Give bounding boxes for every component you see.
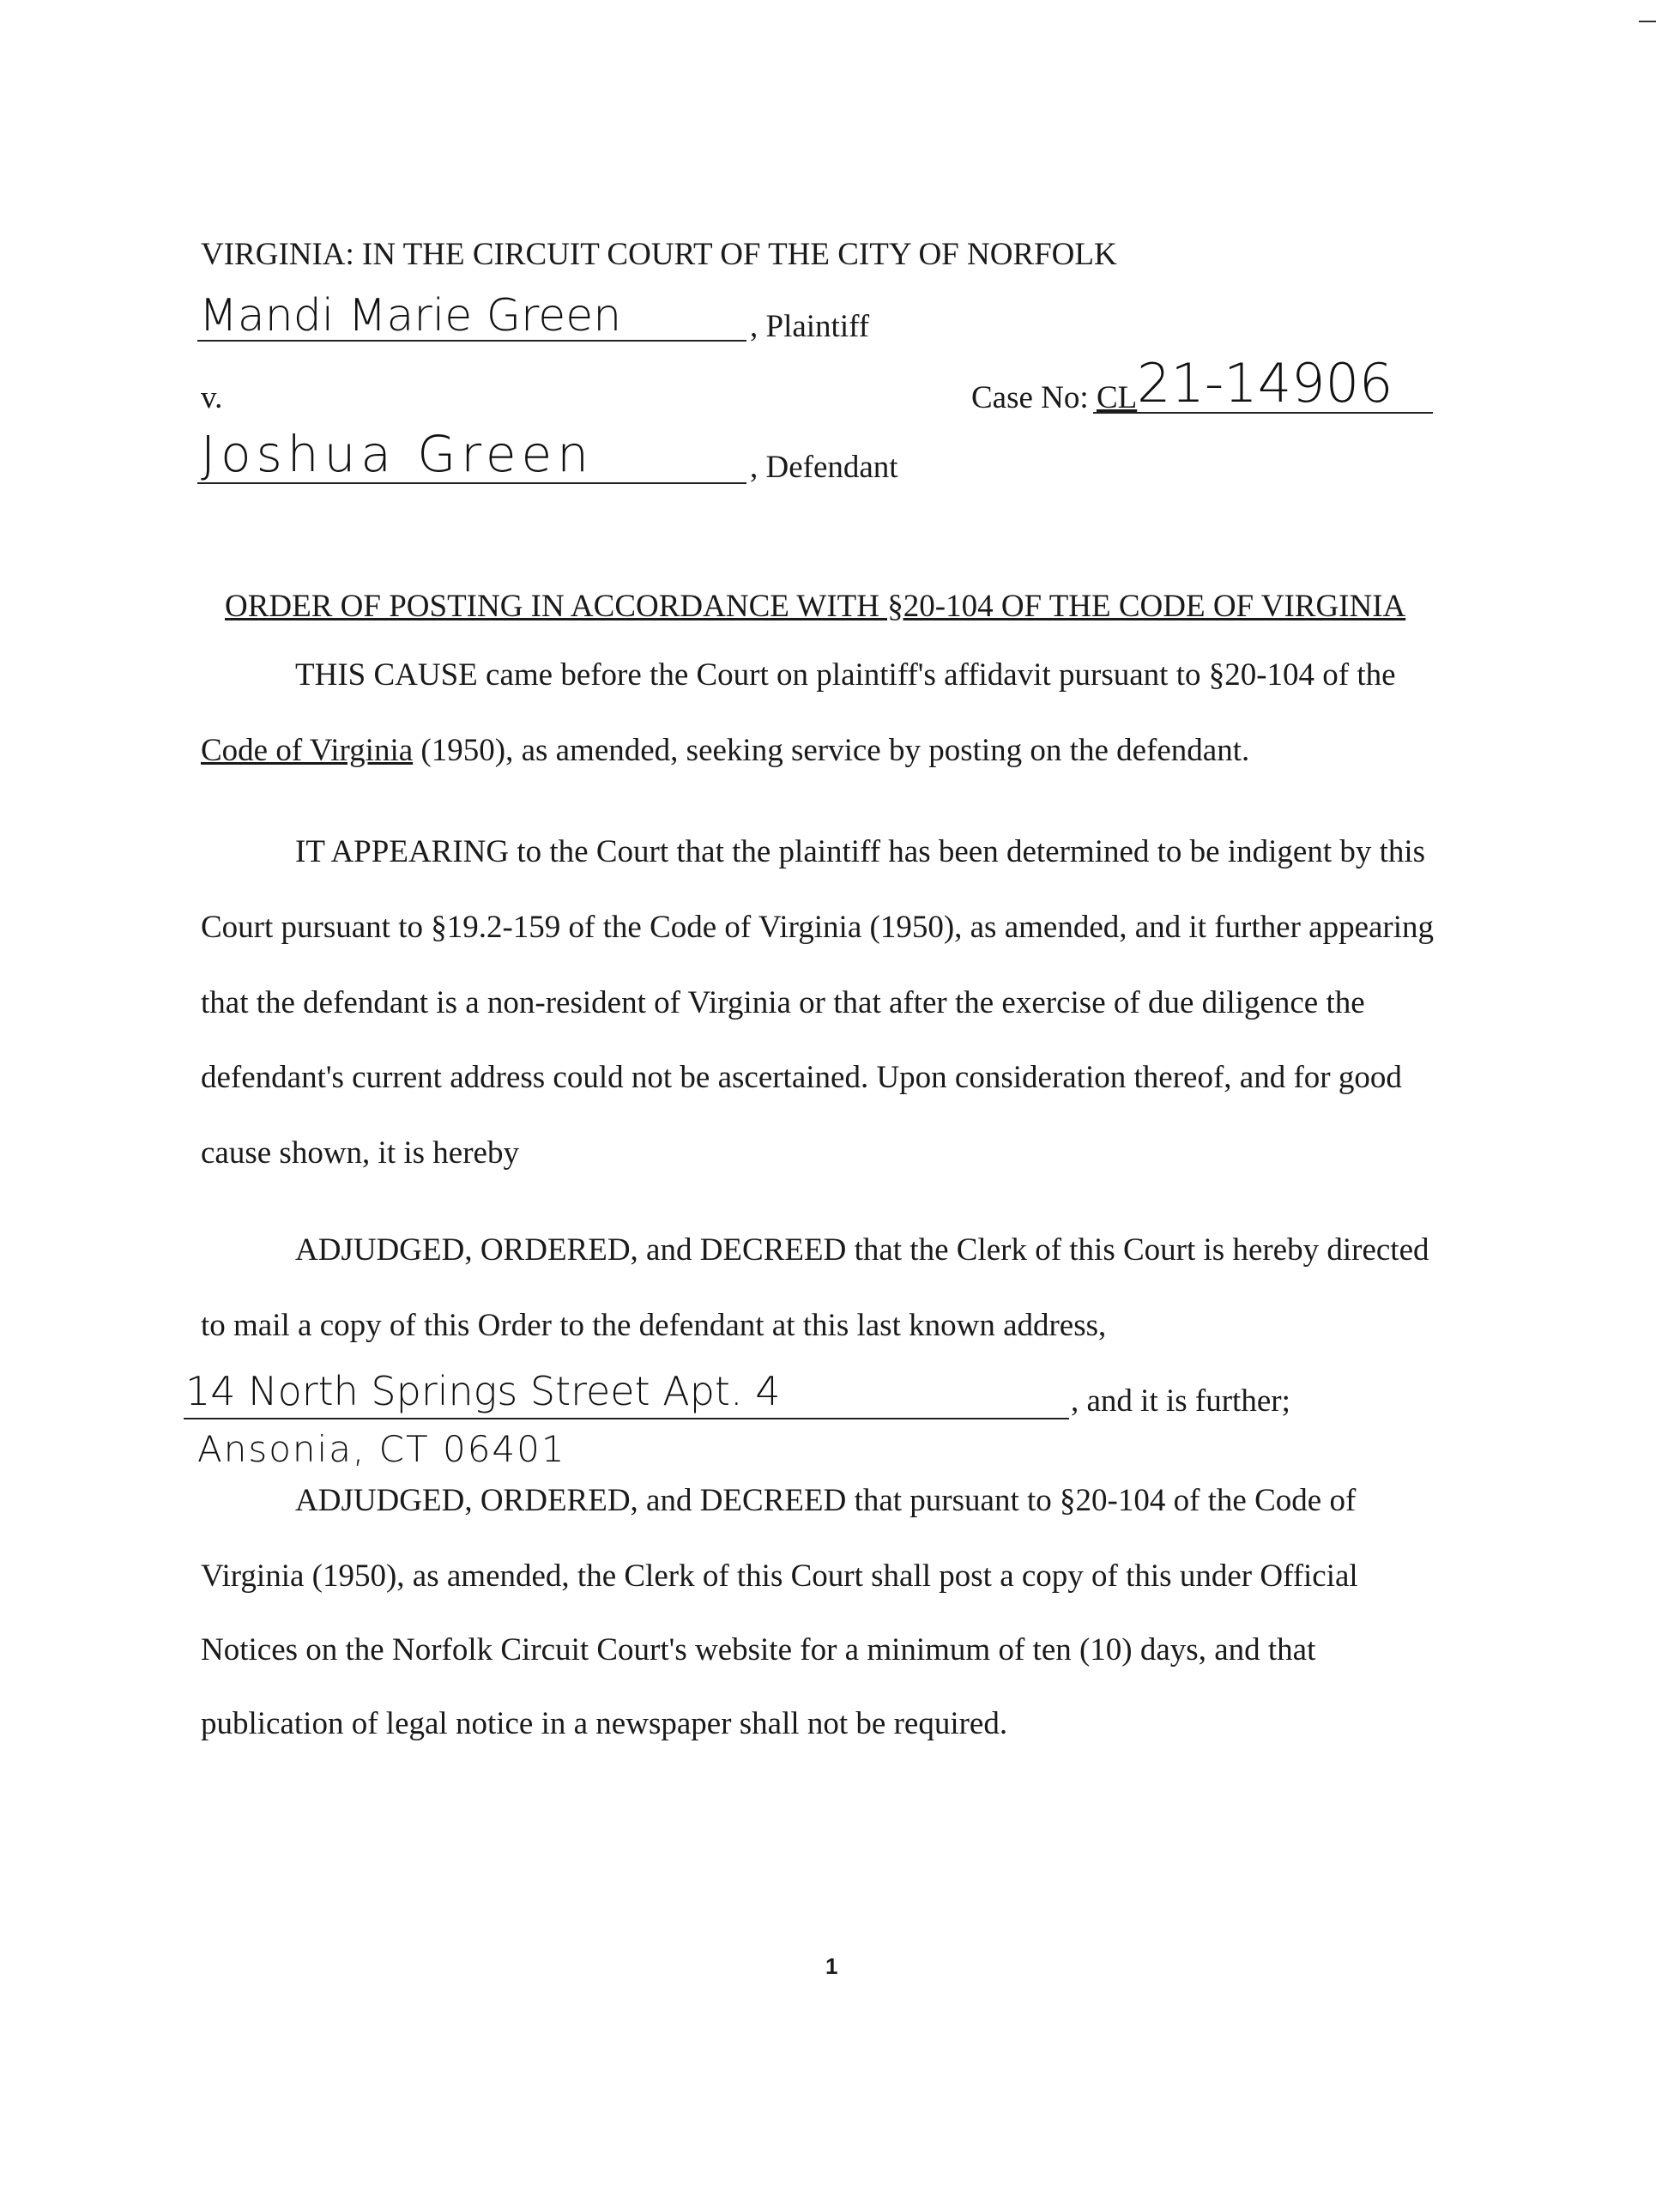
address-suffix: , and it is further; [1071,1383,1290,1419]
para3-line1: ADJUDGED, ORDERED, and DECREED that the Clerk of this Court is hereby directed [295,1232,1429,1268]
para4-line4: publication of legal notice in a newspaper shall not be required. [201,1706,1008,1741]
para2-line4: defendant's current address could not be ascertained. Upon consideration thereof, and for good [201,1060,1402,1095]
para3-line2: to mail a copy of this Order to the defendant at this last known address, [201,1308,1107,1343]
code-of-virginia: Code of Virginia [201,733,414,768]
para2-line2: Court pursuant to §19.2-159 of the Code of Virginia (1950), as amended, and it further appearing [201,910,1435,945]
para2-line3: that the defendant is a non-resident of Virginia or that after the exercise of due diligence the [201,985,1365,1020]
case-number: 21-14906 [1137,352,1393,415]
address-line [184,1418,1069,1419]
para4-line2: Virginia (1950), as amended, the Clerk of this Court shall post a copy of this under Official [201,1558,1358,1594]
para4-line1: ADJUDGED, ORDERED, and DECREED that pursuant to §20-104 of the Code of [295,1483,1357,1518]
plaintiff-label: , Plaintiff [750,309,870,344]
para1-line2-rest: (1950), as amended, seeking service by posting on the defendant. [413,733,1250,768]
para1-line1: THIS CAUSE came before the Court on plaintiff's affidavit pursuant to §20-104 of the [295,657,1396,693]
defendant-line [197,482,746,484]
para1-line2 [201,735,1249,766]
para4-line3: Notices on the Norfolk Circuit Court's website for a minimum of ten (10) days, and that [201,1632,1316,1667]
address-line1: 14 North Springs Street Apt. 4 [185,1368,781,1414]
address-line2: Ansonia, CT 06401 [197,1428,566,1470]
plaintiff-line [197,340,746,342]
case-label: Case No: [971,380,1097,415]
defendant-name: Joshua Green [201,425,594,483]
order-title: ORDER OF POSTING IN ACCORDANCE WITH §20-104 OF THE CODE OF VIRGINIA [225,589,1406,624]
court-heading: VIRGINIA: IN THE CIRCUIT COURT OF THE CITY OF NORFOLK [201,237,1117,272]
defendant-label: , Defendant [750,450,898,485]
versus: v. [201,380,223,415]
scan-mark [1639,21,1656,22]
case-number-label [971,382,1137,414]
case-prefix: CL [1096,380,1138,415]
case-number-line [1093,412,1433,414]
para2-line5: cause shown, it is hereby [201,1135,519,1171]
page-number: 1 [825,1953,838,1979]
plaintiff-name: Mandi Marie Green [199,290,622,342]
para2-line1: IT APPEARING to the Court that the plaintiff has been determined to be indigent by this [295,834,1426,869]
